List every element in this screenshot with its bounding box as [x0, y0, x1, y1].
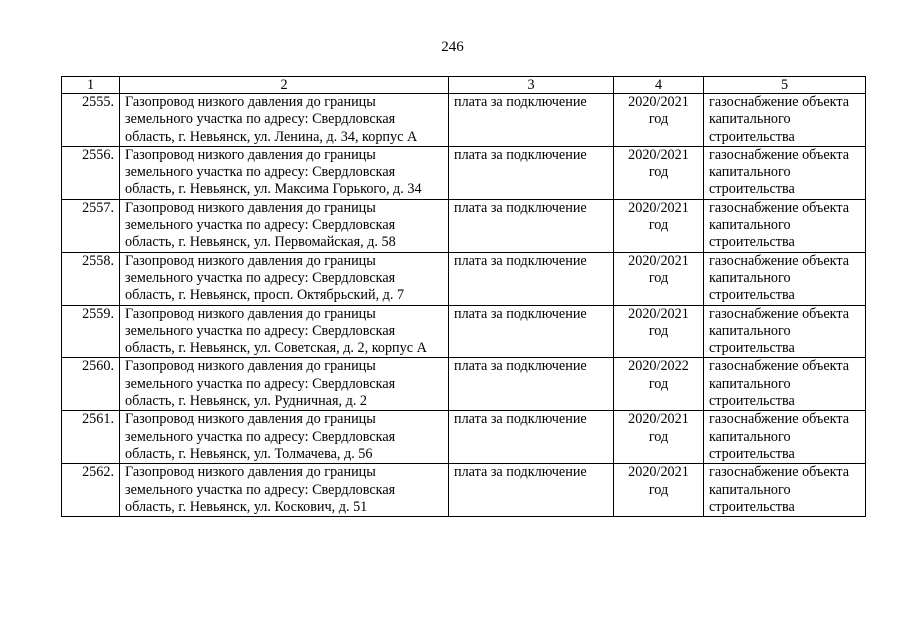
object-name: Газопровод низкого давления до границы земельного участка по адресу: Свердловская область, г. Невьянск, ул. Ленина, д. 34, корпус А — [120, 94, 449, 147]
table-header-row — [62, 77, 866, 94]
period: 2020/2021 год — [614, 305, 704, 358]
row-number: 2562. — [62, 464, 120, 517]
page-number: 246 — [441, 39, 464, 55]
object-name: Газопровод низкого давления до границы земельного участка по адресу: Свердловская область, г. Невьянск, ул. Первомайская, д. 58 — [120, 199, 449, 252]
object-name: Газопровод низкого давления до границы земельного участка по адресу: Свердловская область, г. Невьянск, ул. Толмачева, д. 56 — [120, 411, 449, 464]
funding-source: плата за подключение — [449, 199, 614, 252]
period: 2020/2021 год — [614, 146, 704, 199]
table-row — [62, 305, 866, 358]
purpose: газоснабжение объекта капитального строительства — [704, 358, 866, 411]
period: 2020/2021 год — [614, 464, 704, 517]
period: 2020/2021 год — [614, 199, 704, 252]
table-row — [62, 199, 866, 252]
object-name: Газопровод низкого давления до границы земельного участка по адресу: Свердловская область, г. Невьянск, ул. Рудничная, д. 2 — [120, 358, 449, 411]
row-number: 2559. — [62, 305, 120, 358]
column-header-1: 1 — [62, 77, 120, 94]
table-row — [62, 94, 866, 147]
funding-source: плата за подключение — [449, 411, 614, 464]
object-name: Газопровод низкого давления до границы земельного участка по адресу: Свердловская область, г. Невьянск, просп. Октябрьский, д. 7 — [120, 252, 449, 305]
purpose: газоснабжение объекта капитального строительства — [704, 464, 866, 517]
purpose: газоснабжение объекта капитального строительства — [704, 199, 866, 252]
table-row — [62, 464, 866, 517]
object-name: Газопровод низкого давления до границы земельного участка по адресу: Свердловская область, г. Невьянск, ул. Коскович, д. 51 — [120, 464, 449, 517]
row-number: 2556. — [62, 146, 120, 199]
row-number: 2558. — [62, 252, 120, 305]
object-name: Газопровод низкого давления до границы земельного участка по адресу: Свердловская область, г. Невьянск, ул. Советская, д. 2, корпус А — [120, 305, 449, 358]
facilities-table — [61, 76, 866, 517]
purpose: газоснабжение объекта капитального строительства — [704, 305, 866, 358]
period: 2020/2021 год — [614, 252, 704, 305]
funding-source: плата за подключение — [449, 358, 614, 411]
row-number: 2560. — [62, 358, 120, 411]
row-number: 2561. — [62, 411, 120, 464]
column-header-3: 3 — [449, 77, 614, 94]
table-row — [62, 146, 866, 199]
column-header-5: 5 — [704, 77, 866, 94]
funding-source: плата за подключение — [449, 94, 614, 147]
funding-source: плата за подключение — [449, 464, 614, 517]
funding-source: плата за подключение — [449, 252, 614, 305]
object-name: Газопровод низкого давления до границы земельного участка по адресу: Свердловская область, г. Невьянск, ул. Максима Горького, д. 34 — [120, 146, 449, 199]
period: 2020/2021 год — [614, 411, 704, 464]
row-number: 2555. — [62, 94, 120, 147]
purpose: газоснабжение объекта капитального строительства — [704, 252, 866, 305]
period: 2020/2022 год — [614, 358, 704, 411]
table-row — [62, 252, 866, 305]
table-row — [62, 411, 866, 464]
funding-source: плата за подключение — [449, 305, 614, 358]
purpose: газоснабжение объекта капитального строительства — [704, 146, 866, 199]
period: 2020/2021 год — [614, 94, 704, 147]
column-header-4: 4 — [614, 77, 704, 94]
row-number: 2557. — [62, 199, 120, 252]
purpose: газоснабжение объекта капитального строительства — [704, 411, 866, 464]
column-header-2: 2 — [120, 77, 449, 94]
purpose: газоснабжение объекта капитального строительства — [704, 94, 866, 147]
table-row — [62, 358, 866, 411]
funding-source: плата за подключение — [449, 146, 614, 199]
